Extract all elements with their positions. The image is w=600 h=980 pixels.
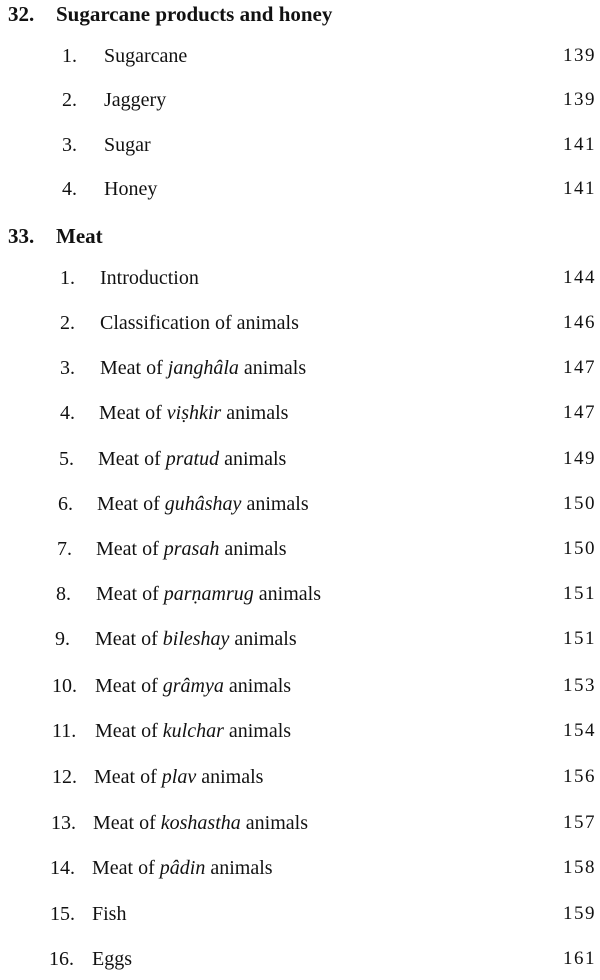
entry-number: 15.: [50, 903, 75, 925]
entry-title: Meat of prasah animals: [96, 538, 287, 560]
page-number: 149: [563, 448, 596, 469]
entry-title: Jaggery: [104, 89, 167, 111]
entry-number: 12.: [52, 766, 77, 788]
entry-number: 14.: [50, 857, 75, 879]
entry-title: Meat of pâdin animals: [92, 857, 273, 879]
entry-number: 6.: [58, 493, 73, 515]
page-number: 139: [563, 89, 596, 110]
toc-entry: [0, 766, 600, 796]
chapter-number: 33.: [8, 224, 35, 248]
page-number: 141: [563, 134, 596, 155]
toc-entry: [0, 675, 600, 705]
entry-number: 3.: [62, 134, 77, 156]
entry-title: Introduction: [100, 267, 199, 289]
page-number: 147: [563, 357, 596, 378]
toc-entry: [0, 357, 600, 387]
entry-title: Meat of janghâla animals: [100, 357, 307, 379]
chapter-number: 32.: [8, 2, 35, 26]
entry-title: Meat of viṣhkir animals: [99, 402, 289, 424]
entry-number: 5.: [59, 448, 74, 470]
entry-title: Classification of animals: [100, 312, 299, 334]
entry-number: 8.: [56, 583, 71, 605]
entry-number: 1.: [60, 267, 75, 289]
toc-entry: [0, 312, 600, 342]
chapter-title: Meat: [56, 224, 103, 248]
toc-entry: [0, 720, 600, 750]
entry-number: 4.: [60, 402, 75, 424]
entry-title: Meat of guhâshay animals: [97, 493, 309, 515]
toc-entry: [0, 903, 600, 933]
toc-entry: [0, 134, 600, 164]
entry-number: 2.: [62, 89, 77, 111]
entry-number: 13.: [51, 812, 76, 834]
entry-title: Sugar: [104, 134, 151, 156]
page-number: 151: [563, 628, 596, 649]
entry-title: Honey: [104, 178, 158, 200]
entry-number: 7.: [57, 538, 72, 560]
toc-entry: [0, 402, 600, 432]
toc-entry: [0, 493, 600, 523]
page-number: 141: [563, 178, 596, 199]
toc-entry: [0, 857, 600, 887]
toc-entry: [0, 628, 600, 658]
page-number: 146: [563, 312, 596, 333]
chapter-title: Sugarcane products and honey: [56, 2, 333, 26]
entry-title: Meat of koshastha animals: [93, 812, 308, 834]
page-number: 150: [563, 493, 596, 514]
page-number: 147: [563, 402, 596, 423]
page-number: 156: [563, 766, 596, 787]
page-number: 161: [563, 948, 596, 969]
page-number: 157: [563, 812, 596, 833]
entry-number: 1.: [62, 45, 77, 67]
chapter-heading: [8, 224, 103, 249]
entry-title: Sugarcane: [104, 45, 188, 67]
page-number: 139: [563, 45, 596, 66]
entry-number: 16.: [49, 948, 74, 970]
entry-title: Meat of plav animals: [94, 766, 264, 788]
page-number: 151: [563, 583, 596, 604]
page-number: 144: [563, 267, 596, 288]
entry-title: Meat of bileshay animals: [95, 628, 297, 650]
toc-entry: [0, 538, 600, 568]
toc-entry: [0, 45, 600, 75]
entry-title: Fish: [92, 903, 127, 925]
page-number: 153: [563, 675, 596, 696]
toc-entry: [0, 948, 600, 978]
chapter-heading: [8, 2, 332, 27]
toc-entry: [0, 448, 600, 478]
entry-number: 2.: [60, 312, 75, 334]
toc-entry: [0, 178, 600, 208]
toc-entry: [0, 812, 600, 842]
toc-entry: [0, 267, 600, 297]
entry-title: Meat of grâmya animals: [95, 675, 292, 697]
entry-number: 10.: [52, 675, 77, 697]
entry-title: Meat of parṇamrug animals: [96, 583, 321, 605]
page-number: 150: [563, 538, 596, 559]
toc-entry: [0, 89, 600, 119]
entry-title: Eggs: [92, 948, 132, 970]
entry-title: Meat of kulchar animals: [95, 720, 292, 742]
toc-entry: [0, 583, 600, 613]
page-number: 158: [563, 857, 596, 878]
entry-number: 4.: [62, 178, 77, 200]
entry-title: Meat of pratud animals: [98, 448, 287, 470]
page-number: 154: [563, 720, 596, 741]
entry-number: 11.: [52, 720, 77, 742]
entry-number: 9.: [55, 628, 70, 650]
page-number: 159: [563, 903, 596, 924]
entry-number: 3.: [60, 357, 75, 379]
